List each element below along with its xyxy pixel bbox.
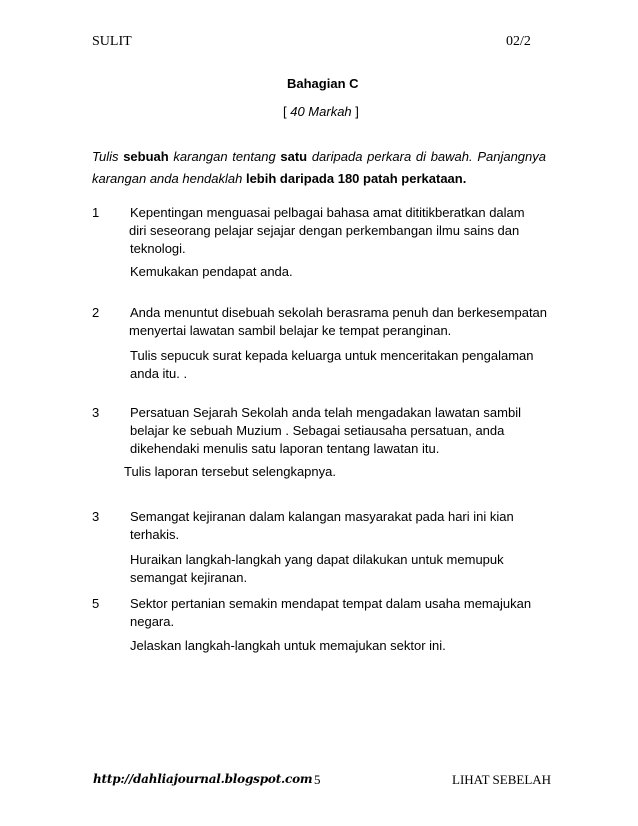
question-task-line: Tulis laporan tersebut selengkapnya. (124, 464, 336, 479)
question-number: 5 (92, 596, 100, 611)
instr-bold-satu: satu (280, 149, 308, 164)
question-text-line: teknologi. (130, 241, 186, 256)
question-task-line: Huraikan langkah-langkah yang dapat dilakukan untuk memupuk (130, 552, 504, 567)
instr-bold-word-count: lebih daripada 180 patah perkataan. (245, 171, 467, 186)
question-text-line: Persatuan Sejarah Sekolah anda telah mengadakan lawatan sambil (130, 405, 521, 420)
instruction-line-2 (92, 168, 546, 190)
question-text-line: negara. (130, 614, 175, 629)
question-text-line: Semangat kejiranan dalam kalangan masyarakat pada hari ini kian (130, 509, 514, 524)
question-task-line: Jelaskan langkah-langkah untuk memajukan sektor ini. (130, 638, 446, 653)
question-number: 1 (92, 205, 100, 220)
question-number: 3 (92, 509, 100, 524)
question-task-line: Kemukakan pendapat anda. (130, 264, 293, 279)
question-text-line: Kepentingan menguasai pelbagai bahasa amat dititikberatkan dalam (130, 205, 525, 220)
section-title: Bahagian C (287, 76, 359, 91)
footer-page-number: 5 (314, 772, 321, 787)
marks-close-bracket: ] (351, 104, 359, 119)
section-marks (283, 104, 359, 119)
instr-bold-sebuah: sebuah (123, 149, 169, 164)
question-task-line: Tulis sepucuk surat kepada keluarga untuk menceritakan pengalaman (130, 348, 534, 363)
footer-turn-over: LIHAT SEBELAH (452, 772, 552, 787)
header-paper-code: 02/2 (506, 34, 531, 49)
question-text-line: terhakis. (130, 527, 180, 542)
instruction-line-1 (92, 146, 546, 168)
question-text-line: diri seseorang pelajar sejajar dengan perkembangan ilmu sains dan (129, 223, 520, 238)
question-task-line: anda itu. . (130, 366, 188, 381)
question-task-line: semangat kejiranan. (130, 570, 248, 585)
instr-text: Tulis (92, 149, 124, 164)
instr-text: daripada perkara di bawah. Panjangnya (307, 149, 546, 164)
question-text-line: belajar ke sebuah Muzium . Sebagai setiausaha persatuan, anda (130, 423, 505, 438)
question-number: 3 (92, 405, 100, 420)
instr-text: karangan tentang (168, 149, 281, 164)
instr-text: karangan anda hendaklah (92, 171, 246, 186)
question-text-line: Sektor pertanian semakin mendapat tempat dalam usaha memajukan (130, 596, 532, 611)
question-number: 2 (92, 305, 100, 320)
question-text-line: menyertai lawatan sambil belajar ke tempat peranginan. (129, 323, 452, 338)
instruction-paragraph (92, 146, 546, 190)
marks-text: 40 Markah (290, 104, 352, 119)
marks-open-bracket: [ (283, 104, 291, 119)
question-text-line: Anda menuntut disebuah sekolah berasrama penuh dan berkesempatan (130, 305, 548, 320)
header-sulit: SULIT (92, 34, 132, 49)
question-text-line: dikehendaki menulis satu laporan tentang lawatan itu. (130, 441, 440, 456)
footer-blog-url: http://dahliajournal.blogspot.com (93, 772, 313, 786)
